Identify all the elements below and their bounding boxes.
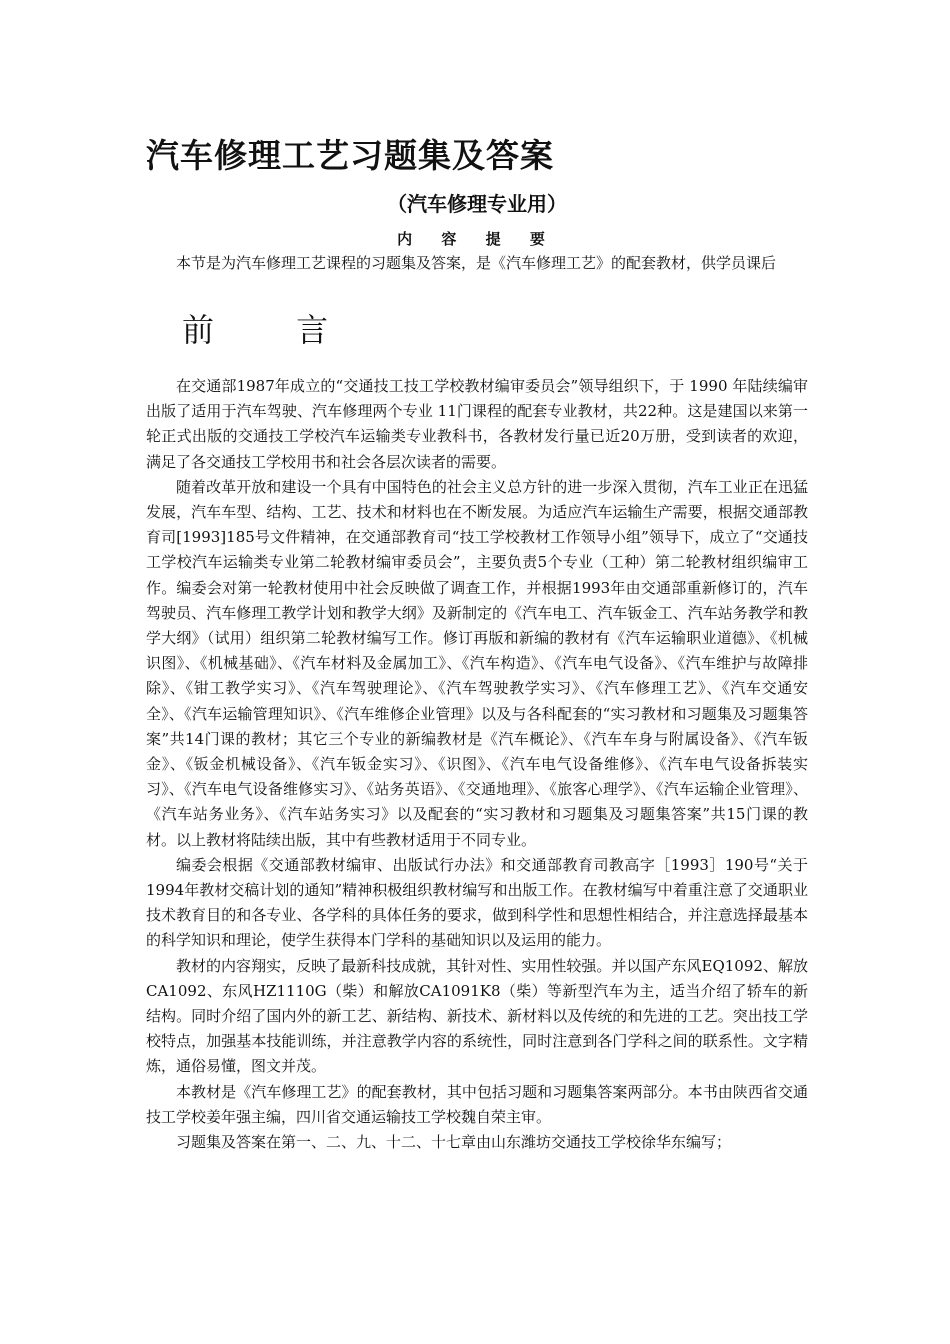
body-paragraph: 本教材是《汽车修理工艺》的配套教材，其中包括习题和习题集答案两部分。本书由陕西省交通技工学校姜年强主编，四川省交通运输技工学校魏自荣主审。 [146, 1082, 808, 1126]
summary-text: 本节是为汽车修理工艺课程的习题集及答案，是《汽车修理工艺》的配套教材，供学员课后 [176, 254, 777, 272]
preface-heading: 前 言 [182, 311, 365, 349]
body-paragraph: 习题集及答案在第一、二、九、十二、十七章由山东潍坊交通技工学校徐华东编写； [176, 1133, 732, 1152]
body-paragraph: 随着改革开放和建设一个具有中国特色的社会主义总方针的进一步深入贯彻，汽车工业正在迅猛发展，汽车车型、结构、工艺、技术和材料也在不断发展。为适应汽车运输生产需要，根据交通部教育司[1993]185号文件精神，在交通部教育司“技工学校教材工作领导小组”领导下，成立了“交通技工学校汽车运输类专业第二轮教材编审委员会”，主要负责5个专业（工种）第二轮教材组织编审工作。编委会对第一轮教材使用中社会反映做了调查工作，并根据1993年由交通部重新修订的，汽车驾驶员、汽车修理工教学计划和教学大纲》及新制定的《汽车电工、汽车钣金工、汽车站务教学和教学大纲》（试用）组织第二轮教材编写工作。修订再版和新编的教材有《汽车运输职业道德》、《机械识图》、《机械基础》、《汽车材料及金属加工》、《汽车构造》、《汽车电气设备》、《汽车维护与故障排除》、《钳工教学实习》、《汽车驾驶理论》、《汽车驾驶教学实习》、《汽车修理工艺》、《汽车交通安全》、《汽车运输管理知识》、《汽车维修企业管理》以及与各科配套的“实习教材和习题集及习题集答案”共14门课的教材；其它三个专业的新编教材是《汽车概论》、《汽车车身与附属设备》、《汽车钣金》、《钣金机械设备》、《汽车钣金实习》、《识图》、《汽车电气设备维修》、《汽车电气设备拆装实习》、《汽车电气设备维修实习》、《站务英语》、《交通地理》、《旅客心理学》、《汽车运输企业管理》、《汽车站务业务》、《汽车站务实习》以及配套的“实习教材和习题集及习题集答案”共15门课的教材。以上教材将陆续出版，其中有些教材适用于不同专业。 [146, 477, 808, 849]
body-paragraph: 教材的内容翔实，反映了最新科技成就，其针对性、实用性较强。并以国产东风EQ1092、解放CA1092、东风HZ1110G（柴）和解放CA1091K8（柴）等新型汽车为主，适当介绍了轿车的新结构。同时介绍了国内外的新工艺、新结构、新技术、新材料以及传统的和先进的工艺。突出技工学校特点，加强基本技能训练，并注意教学内容的系统性，同时注意到各门学科之间的联系性。文字精炼，通俗易懂，图文并茂。 [146, 956, 808, 1076]
document-subtitle: （汽车修理专业用） [387, 192, 567, 216]
document-title: 汽车修理工艺习题集及答案 [146, 136, 554, 175]
body-paragraph: 编委会根据《交通部教材编审、出版试行办法》和交通部教育司教高字［1993］190号“关于1994年教材交稿计划的通知”精神积极组织教材编写和出版工作。在教材编写中着重注意了交通职业技术教育目的和各专业、各学科的具体任务的要求，做到科学性和思想性相结合，并注意选择最基本的科学知识和理论，使学生获得本门学科的基础知识以及运用的能力。 [146, 855, 808, 950]
summary-heading: 内 容 提 要 [397, 230, 557, 248]
body-paragraph: 在交通部1987年成立的“交通技工技工学校教材编审委员会”领导组织下，于 1990 年陆续编审出版了适用于汽车驾驶、汽车修理两个专业 11门课程的配套专业教材，共22种。这是建国以来第一轮正式出版的交通技工学校汽车运输类专业教科书，各教材发行量已近20万册，受到读者的欢迎，满足了各交通技工学校用书和社会各层次读者的需要。 [146, 377, 808, 471]
preface-body [146, 374, 808, 1155]
